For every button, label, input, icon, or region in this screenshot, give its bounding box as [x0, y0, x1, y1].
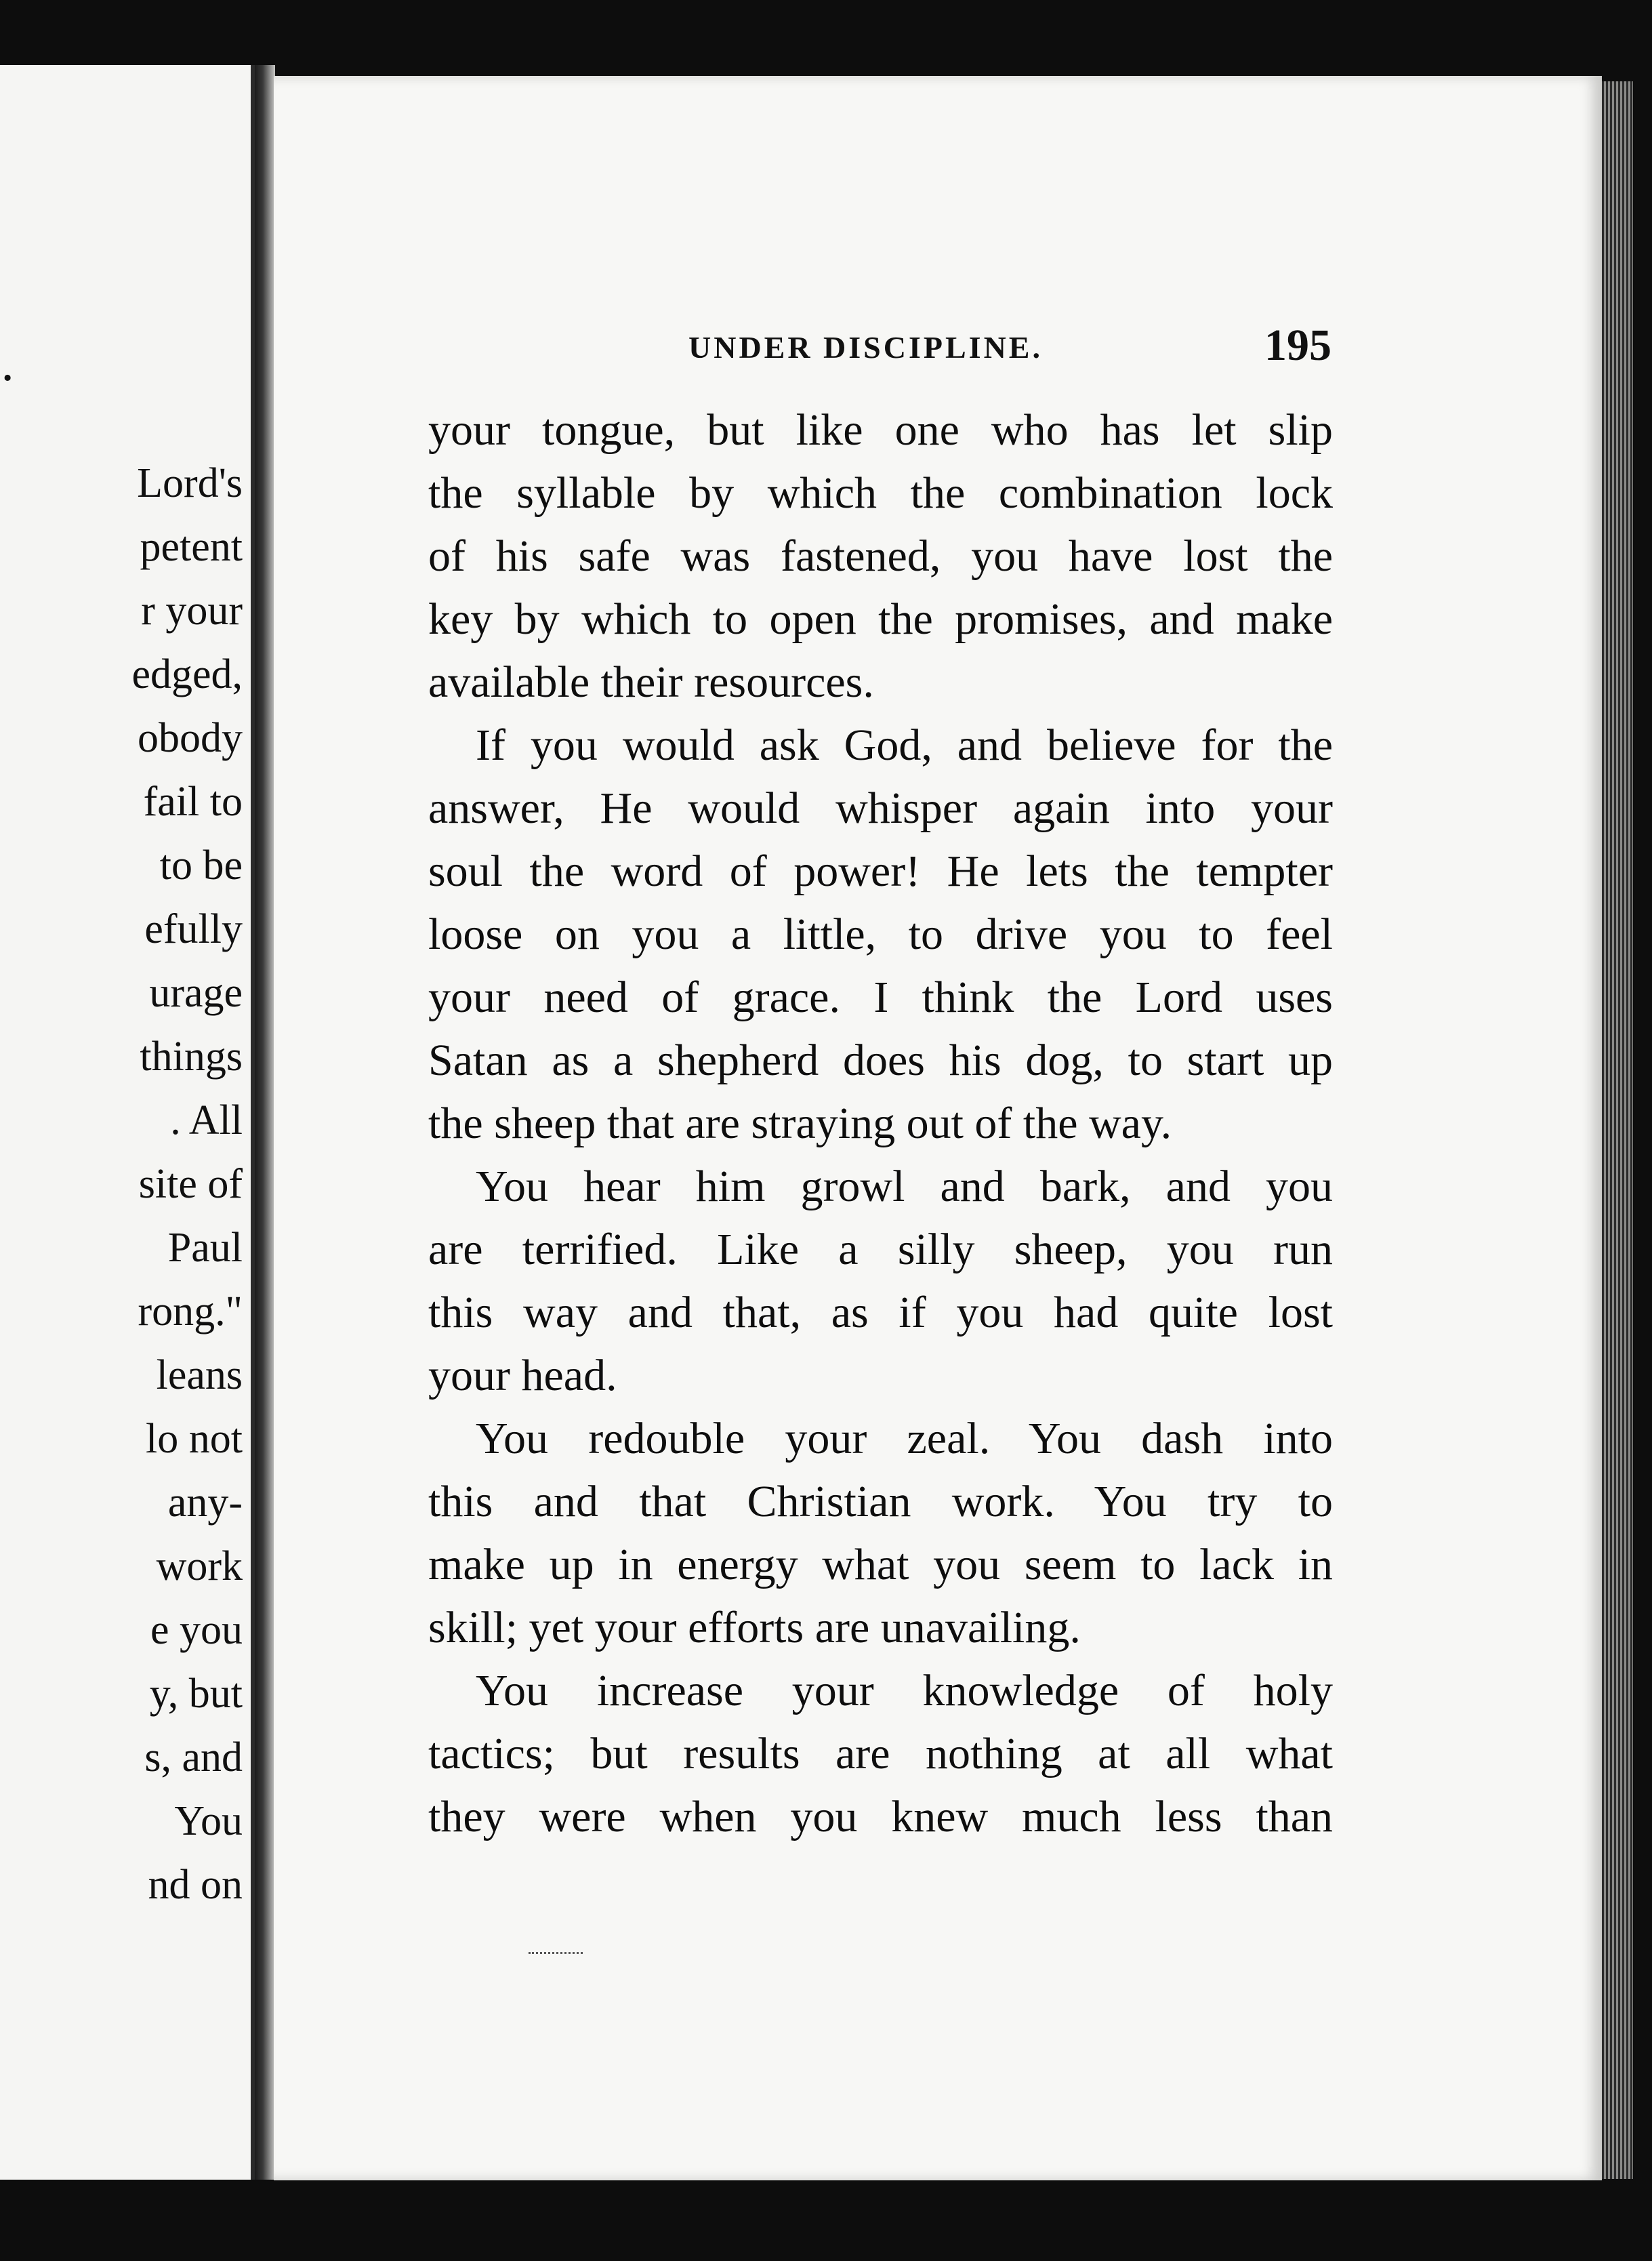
facing-page-line: fail to — [143, 779, 243, 825]
text-line: make up in energy what you seem to lack in — [428, 1540, 1333, 1589]
page-edges — [1602, 81, 1633, 2179]
facing-page-line: nd on — [148, 1862, 243, 1908]
text-line: your need of grace. I think the Lord uses — [428, 973, 1333, 1022]
text-line: You redouble your zeal. You dash into — [476, 1414, 1333, 1463]
facing-page-line: efully — [144, 906, 243, 952]
text-line: this and that Christian work. You try to — [428, 1477, 1333, 1526]
facing-page-line: leans — [156, 1352, 243, 1398]
facing-page-line: e you — [150, 1607, 243, 1653]
facing-page-text — [131, 451, 243, 1917]
text-line: this way and that, as if you had quite lost — [428, 1288, 1333, 1337]
page-number: 195 — [1264, 321, 1331, 370]
facing-page-line: r your — [141, 588, 243, 634]
text-line: they were when you knew much less than — [428, 1792, 1333, 1841]
text-line: skill; yet your efforts are unavailing. — [428, 1603, 1081, 1652]
text-line: key by which to open the promises, and make — [428, 594, 1333, 644]
stray-mark: . — [0, 336, 16, 392]
text-line: You hear him growl and bark, and you — [476, 1162, 1333, 1211]
facing-page-line: things — [140, 1034, 243, 1080]
text-line: Satan as a shepherd does his dog, to start up — [428, 1036, 1333, 1085]
facing-page-line: to be — [159, 842, 243, 889]
text-line: You increase your knowledge of holy — [476, 1666, 1333, 1715]
running-head — [407, 320, 1331, 381]
print-speck — [529, 1952, 583, 1957]
book-gutter — [255, 65, 275, 2180]
running-title: UNDER DISCIPLINE. — [688, 330, 1043, 365]
facing-page-line: s, and — [144, 1734, 243, 1780]
facing-page-line: y, but — [149, 1671, 243, 1717]
facing-page-fragment — [0, 65, 255, 2180]
facing-page-line: work — [156, 1543, 243, 1589]
facing-page-line: Lord's — [137, 460, 243, 506]
facing-page-line: edged, — [131, 651, 243, 697]
facing-page-line: You — [174, 1798, 243, 1844]
text-line: your tongue, but like one who has let slip — [428, 405, 1333, 455]
facing-page-line: rong." — [138, 1288, 243, 1335]
paragraph — [428, 1407, 1333, 1659]
text-line: loose on you a little, to drive you to feel — [428, 910, 1333, 959]
facing-page-line: lo not — [146, 1416, 243, 1462]
text-line: your head. — [428, 1351, 617, 1400]
text-line: tactics; but results are nothing at all what — [428, 1729, 1333, 1778]
paragraph — [428, 714, 1333, 1155]
paragraph — [428, 399, 1333, 714]
body-text — [428, 399, 1333, 1848]
facing-page-line: any- — [167, 1480, 243, 1526]
paragraph — [428, 1155, 1333, 1407]
text-line: the sheep that are straying out of the way. — [428, 1099, 1172, 1148]
text-line: of his safe was fastened, you have lost the — [428, 531, 1333, 581]
facing-page-line: obody — [138, 715, 243, 761]
text-line: soul the word of power! He lets the tempter — [428, 847, 1333, 896]
text-line: are terrified. Like a silly sheep, you run — [428, 1225, 1333, 1274]
facing-page-line: petent — [140, 524, 243, 570]
paragraph — [428, 1659, 1333, 1848]
text-line: answer, He would whisper again into your — [428, 783, 1333, 833]
facing-page-line: site of — [138, 1161, 243, 1207]
text-line: the syllable by which the combination lock — [428, 468, 1333, 518]
text-line: available their resources. — [428, 657, 874, 707]
text-line: If you would ask God, and believe for the — [476, 720, 1333, 770]
facing-page-line: Paul — [167, 1225, 243, 1271]
facing-page-line: . All — [170, 1097, 243, 1143]
facing-page-line: urage — [149, 970, 243, 1016]
